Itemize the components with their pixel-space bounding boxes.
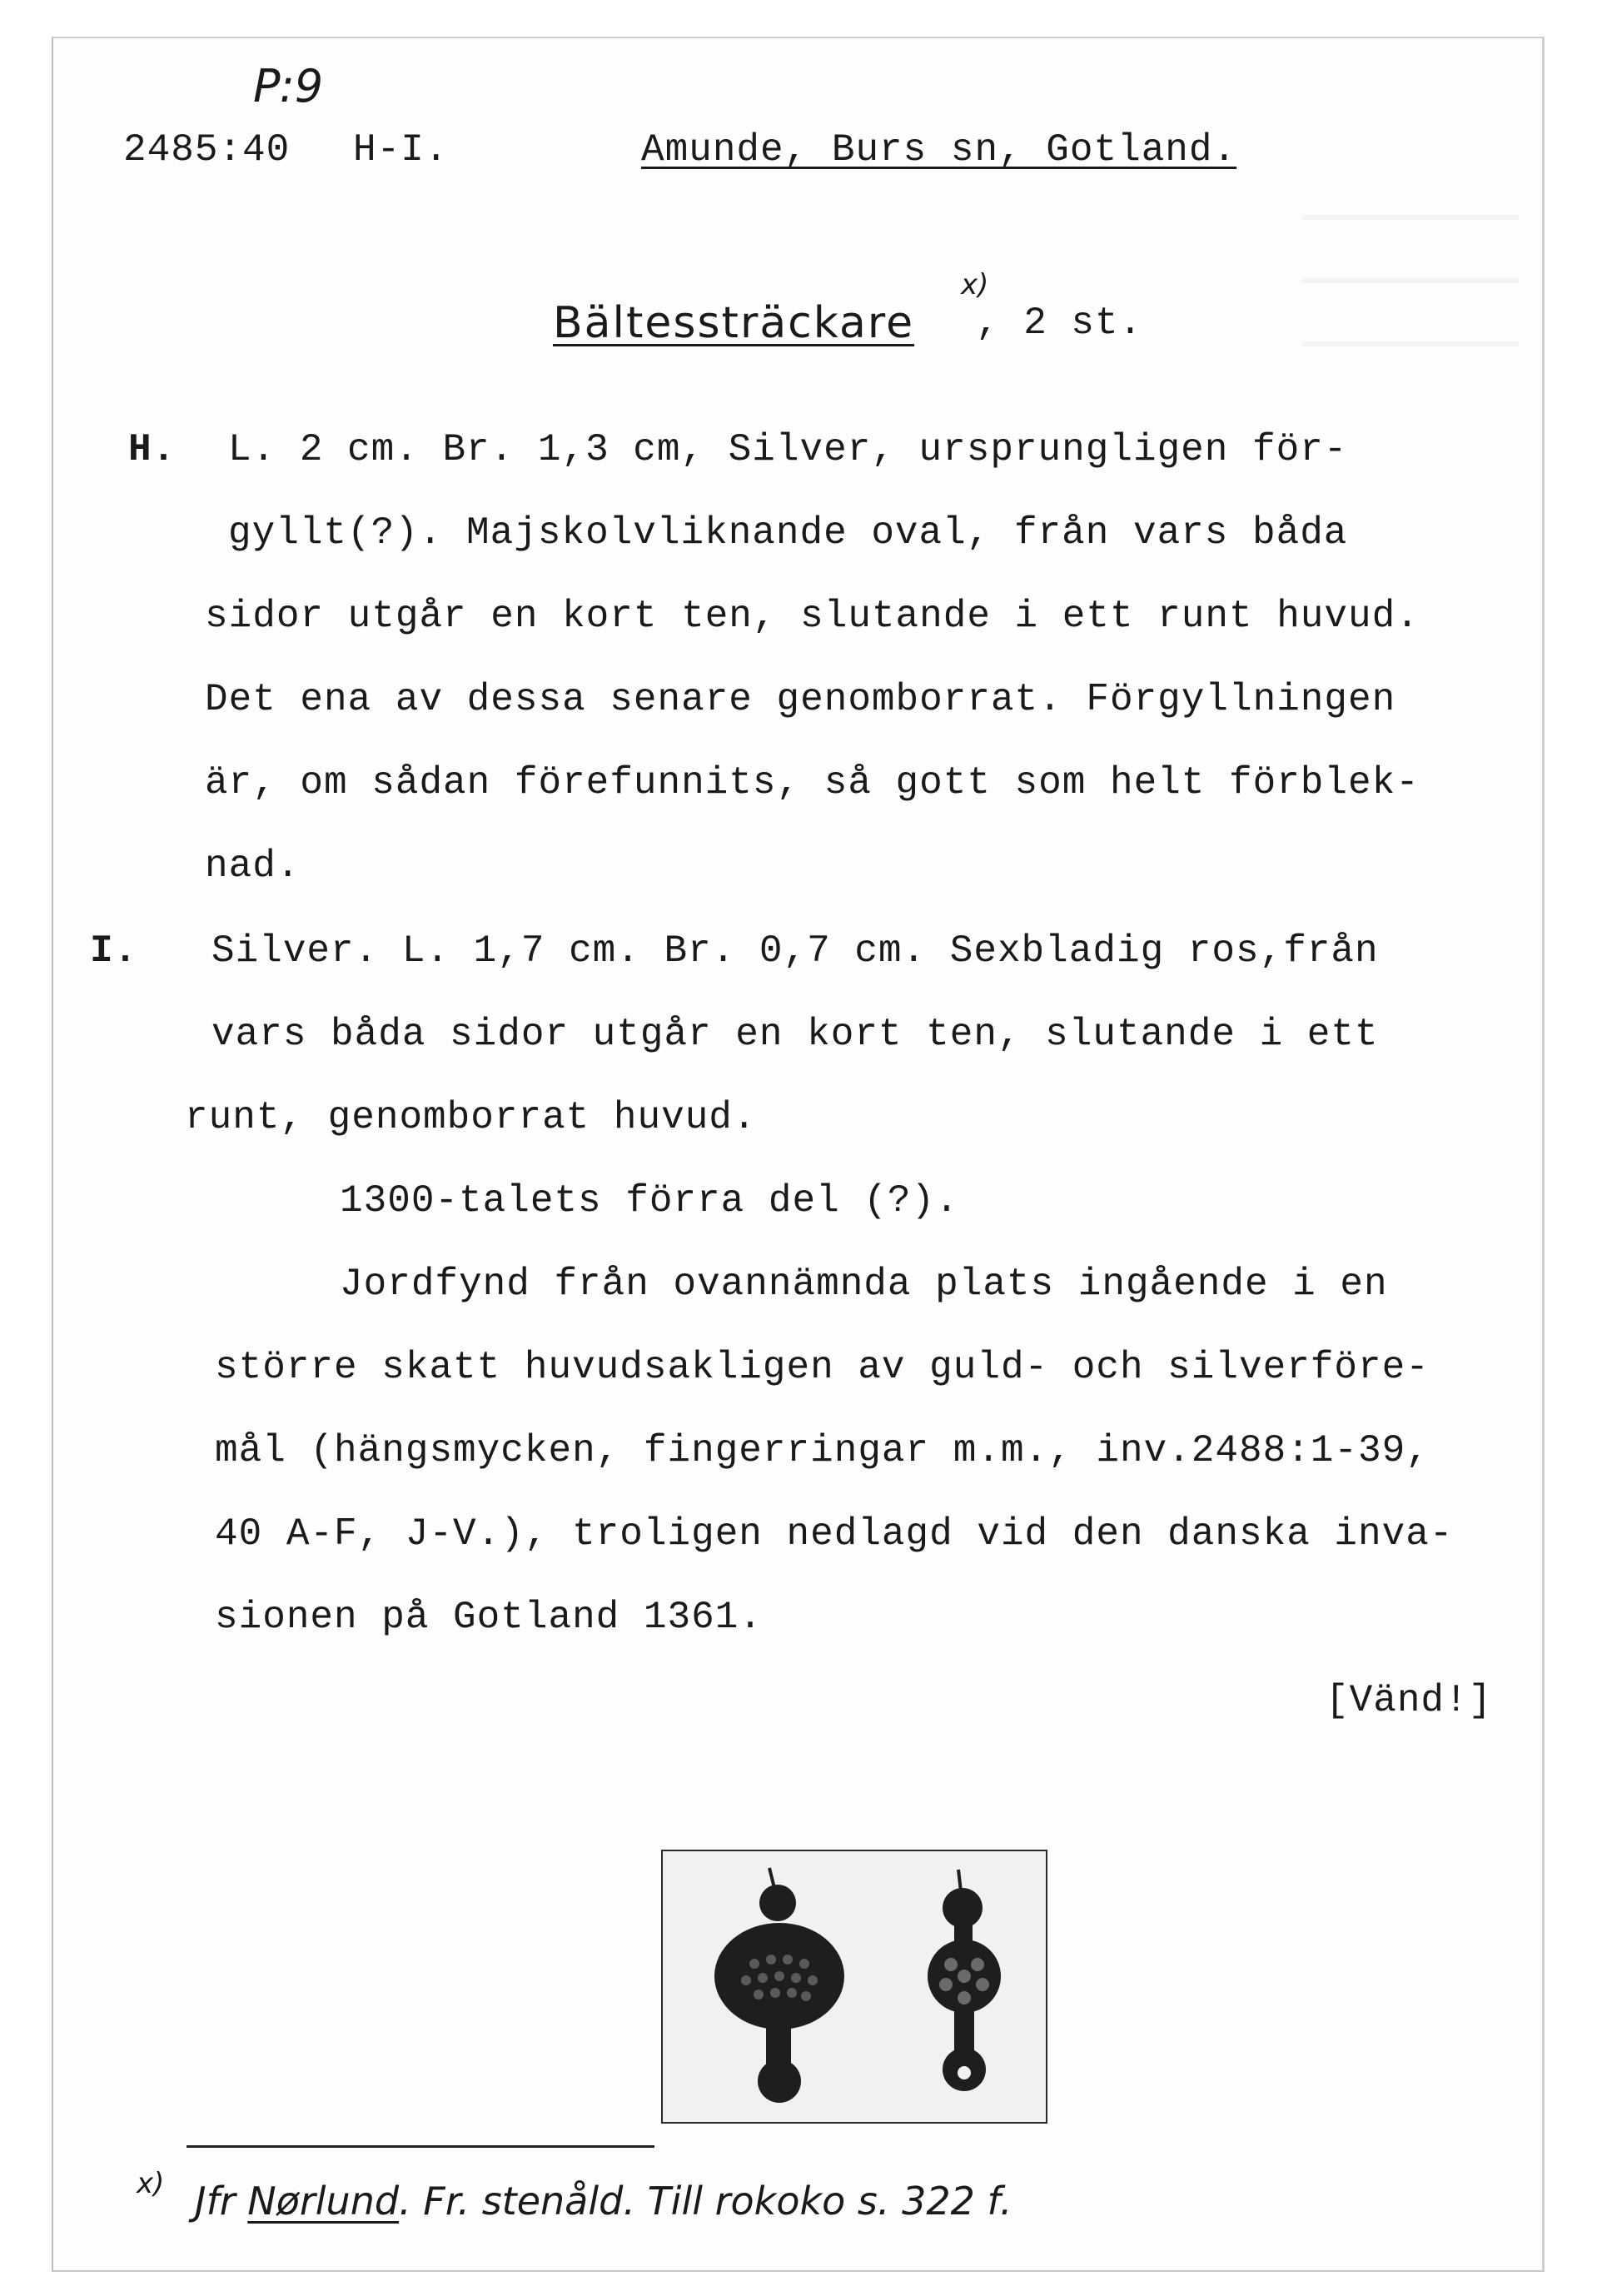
item-h-line-4: Det ena av dessa senare genomborrat. Förgyllningen: [205, 678, 1396, 721]
footnote-mark: x): [137, 2167, 165, 2200]
item-h-line-1: L. 2 cm. Br. 1,3 cm, Silver, ursprungligen för-: [228, 428, 1348, 471]
footnote-rule: [187, 2145, 654, 2148]
findspot: Amunde, Burs sn, Gotland.: [641, 128, 1237, 172]
inventory-number: 2485:40: [123, 128, 291, 172]
object-photograph: [661, 1850, 1047, 2124]
item-i-line-1: Silver. L. 1,7 cm. Br. 0,7 cm. Sexbladig ros,från: [211, 929, 1379, 973]
footnote-author: Nørlund: [247, 2179, 400, 2224]
dating: 1300-talets förra del (?).: [340, 1179, 959, 1223]
pin-mark: P:9: [253, 60, 324, 112]
find-context-line-5: sionen på Gotland 1361.: [215, 1596, 763, 1639]
find-context-line-4: 40 A-F, J-V.), troligen nedlagd vid den danska inva-: [215, 1512, 1454, 1556]
title-footnote-mark: x): [961, 268, 989, 301]
bleed-through-texture: [1302, 188, 1519, 405]
item-h-line-6: nad.: [205, 844, 301, 888]
object-title: Bältessträckare: [553, 298, 915, 348]
belt-fittings-image: [663, 1851, 1046, 2122]
items-range: H-I.: [353, 128, 449, 172]
item-i-line-3: runt, genomborrat huvud.: [185, 1096, 757, 1139]
item-h-label: H.: [128, 428, 177, 471]
find-context-line-3: mål (hängsmycken, fingerringar m.m., inv.2488:1-39,: [215, 1429, 1430, 1472]
find-context-line-2: större skatt huvudsakligen av guld- och silverföre-: [215, 1346, 1430, 1389]
find-context-line-1: Jordfynd från ovannämnda plats ingående i en: [340, 1263, 1388, 1306]
item-h-line-5: är, om sådan förefunnits, så gott som helt förblek-: [205, 761, 1420, 804]
item-i-line-2: vars båda sidor utgår en kort ten, slutande i ett: [211, 1013, 1379, 1056]
item-i-label: I.: [90, 929, 138, 973]
object-count: , 2 st.: [976, 301, 1143, 345]
item-h-line-2: gyllt(?). Majskolvliknande oval, från vars båda: [228, 511, 1348, 555]
catalog-card: [52, 37, 1545, 2272]
footnote-text: [195, 2179, 1012, 2224]
item-h-line-3: sidor utgår en kort ten, slutande i ett runt huvud.: [205, 595, 1420, 638]
footnote-reference: . Fr. stenåld. Till rokoko s. 322 f.: [399, 2179, 1012, 2224]
turn-note: [Vänd!]: [1326, 1679, 1493, 1722]
footnote-prefix: Jfr: [195, 2179, 248, 2224]
